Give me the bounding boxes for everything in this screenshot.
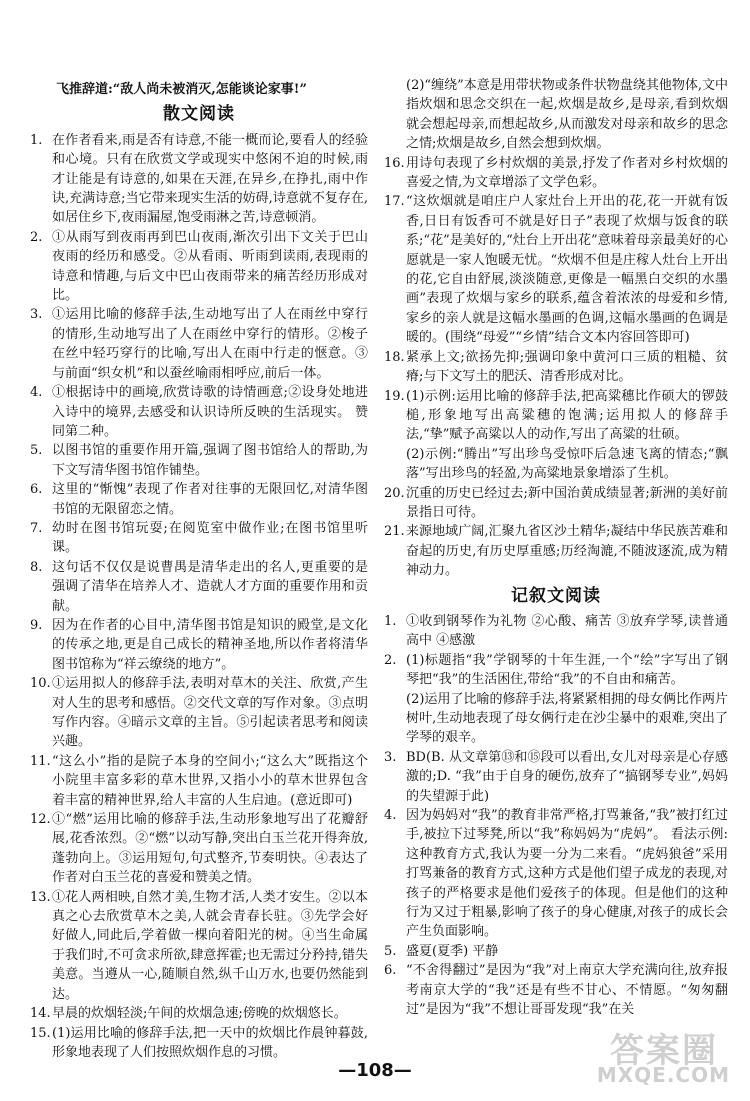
answer-item — [30, 810, 368, 888]
answer-item — [384, 961, 728, 1019]
answer-text: (2)“缠绕”本意是用带状物或条件状物盘绕其他物体,文中指炊烟和思念交织在一起,炊烟是故乡,是母亲,看到炊烟就会想起母亲,而想起故乡,从而激发对母亲和故乡的思念之情;炊烟是故乡,自然会想到炊烟。 — [406, 78, 728, 152]
answer-item — [384, 154, 728, 193]
answer-text: 以图书馆的重要作用开篇,强调了图书馆给人的帮助,为下文写清华图书馆作铺垫。 — [52, 443, 368, 478]
answer-text: 因为在作者的心目中,清华图书馆是知识的殿堂,是文化的传承之地,更是自己成长的精神圣地,所以作者将清华图书馆称为“祥云缭绕的地方”。 — [52, 617, 368, 672]
answer-item — [384, 76, 728, 154]
answer-text: 幼时在图书馆玩耍;在阅览室中做作业;在图书馆里听课。 — [52, 520, 368, 556]
answer-item — [30, 305, 368, 383]
answer-number: 4. — [384, 808, 397, 824]
answer-number: 20. — [384, 485, 405, 501]
answer-text: 用诗句表现了乡村炊烟的美景,抒发了作者对乡村炊烟的喜爱之情,为文章增添了文学色彩。 — [406, 155, 728, 191]
answer-item — [30, 1004, 368, 1023]
answer-text: ①“燃”运用比喻的修辞手法,生动形象地写出了花瓣舒展,花香浓烈。②“燃”以动写静,突出白玉兰花开得奔放,蓬勃向上。③运用短句,句式整齐,节奏明快。④表达了作者对白玉兰花的喜爱和赞美之情。 — [52, 812, 368, 886]
answer-item — [384, 942, 728, 961]
answer-item — [384, 387, 728, 445]
answer-text: ①运用拟人的修辞手法,表明对草木的关注、欣赏,产生对人生的思考和感悟。②交代文章的写作对象。③点明写作内容。④暗示文章的主旨。⑤引起读者思考和阅读兴趣。 — [52, 676, 368, 750]
answer-item — [384, 690, 728, 748]
answer-number: 13. — [30, 889, 51, 905]
answer-number — [384, 76, 406, 154]
answer-text: 在作者看来,雨是否有诗意,不能一概而论,要看人的经验和心境。只有在欣赏文学或现实中悠闲不迫的时候,雨才让能是有诗意的,如果在天涯,在异乡,在挣扎,雨中作诀,充满诗意;当它带来现实生活的妨碍,诗意就不复存在,如居住乡下,夜雨漏屋,饱受雨淋之苦,诗意顿消。 — [52, 132, 368, 226]
answer-item — [384, 192, 728, 347]
answer-item — [384, 348, 728, 387]
answer-number: 6. — [384, 963, 397, 979]
answer-text: 因为妈妈对“我”的教育非常严格,打骂兼备,“我”被打红过手,被拉下过琴凳,所以“我”称妈妈为“虎妈”。 看法示例:这种教育方式,我认为要一分为二来看。“虎妈狼爸”采用打骂兼备的教育方式,这种方式是他们望子成龙的表现,对孩子的严格要求是他们爱孩子的体现。但是他们的这种行为又过于粗暴,影响了孩子的身心健康,对孩子的成长会产生负面影响。 — [406, 808, 728, 940]
left-column — [30, 80, 368, 1062]
answer-item — [30, 558, 368, 616]
page-number: —108— — [338, 1060, 412, 1081]
answer-number: 4. — [30, 385, 43, 401]
answer-list-right-prose — [384, 76, 728, 581]
answer-item — [30, 131, 368, 228]
answer-text: (2)示例:“腾出”写出珍鸟受惊吓后急速飞离的情态;“飘落”写出珍鸟的轻盈,为高粱地景象增添了生机。 — [406, 446, 728, 482]
answer-list-left — [30, 131, 368, 1063]
answer-text: ①收到钢琴作为礼物 ②心酸、痛苦 ③放弃学琴,读普通高中 ④感激 — [406, 613, 728, 649]
answer-number: 14. — [30, 1006, 51, 1022]
answer-number: 9. — [30, 617, 43, 633]
answer-number: 8. — [30, 559, 43, 575]
answer-number: 17. — [384, 194, 405, 210]
answer-number: 12. — [30, 812, 51, 828]
answer-number: 19. — [384, 388, 405, 404]
answer-number — [384, 445, 406, 484]
answer-list-right-narrative — [384, 612, 728, 1020]
answer-number: 21. — [384, 524, 405, 540]
right-column — [384, 76, 728, 1020]
answer-number: 3. — [384, 749, 397, 765]
answer-item — [384, 806, 728, 942]
answer-number: 6. — [30, 482, 43, 498]
answer-item — [384, 612, 728, 651]
answer-text: (1)标题指“我”学钢琴的十年生涯,一个“绘”字写出了钢琴把“我”的生活困住,带给“我”的不自由和痛苦。 — [406, 652, 728, 688]
answer-text: (1)示例:运用比喻的修辞手法,把高粱穗比作硕大的锣鼓槌,形象地写出高粱穗的饱满;运用拟人的修辞手法,“挚”赋予高粱以人的动作,写出了高粱的壮硕。 — [406, 388, 728, 443]
answer-text: 盛夏(夏季) 平静 — [406, 943, 499, 959]
answer-number: 2. — [384, 652, 397, 668]
answer-number: 16. — [384, 155, 405, 171]
answer-text: ①从雨写到夜雨再到巴山夜雨,渐次引出下文关于巴山夜雨的经历和感受。②从看雨、听雨到读雨,表现雨的诗意和情趣,与后文中巴山夜雨带来的痛苦经历形成对比。 — [52, 229, 368, 304]
answer-item — [384, 748, 728, 806]
answer-item — [384, 651, 728, 690]
answer-number: 11. — [30, 753, 51, 769]
section-title-prose: 散文阅读 — [163, 104, 235, 125]
answer-text: ①运用比喻的修辞手法,生动地写出了人在雨丝中穿行的情形,生动地写出了人在雨丝中穿行的情形。②梭子在丝中轻巧穿行的比喻,写出人在雨中行走的惬意。③与前面“织女机”和以蚕丝喻雨相呼应,前后一体。 — [52, 307, 368, 381]
answer-item — [30, 383, 368, 441]
answer-number — [384, 690, 406, 748]
watermark-text: 答案圈 — [610, 1031, 718, 1071]
answer-number: 1. — [384, 613, 397, 629]
answer-item — [30, 1024, 368, 1063]
answer-number: 5. — [30, 443, 43, 459]
answer-number: 15. — [30, 1025, 51, 1041]
top-line: 飞推辞道:“敌人尚未被消灭,怎能谈论家事!” — [56, 82, 307, 97]
answer-number: 18. — [384, 349, 405, 365]
answer-text: 来源地域广阔,汇聚九省区沙土精华;凝结中华民族苦难和奋起的历史,有历史厚重感;历经淘漉,不随波逐流,成为精神动力。 — [406, 524, 728, 579]
watermark-url: MXQE.COM — [596, 1063, 730, 1087]
answer-text: ①根据诗中的画境,欣赏诗歌的诗情画意;②设身处地进入诗中的境界,去感受和认识诗所反映的生活现实。 赞同第二种。 — [52, 385, 368, 439]
answer-item — [30, 228, 368, 306]
answer-number: 5. — [384, 943, 397, 959]
answer-text: “这么小”指的是院子本身的空间小;“这么大”既指这个小院里丰富多彩的草木世界,又指小小的草木世界包含着丰富的精神世界,给人丰富的人生启迪。(意近即可) — [52, 753, 368, 808]
answer-number: 7. — [30, 520, 43, 536]
answer-number: 2. — [30, 229, 43, 245]
answer-number: 3. — [30, 307, 43, 323]
answer-text: BD(B. 从文章第⑬和⑮段可以看出,女儿对母亲是心存感激的;D. “我”由于自身的硬伤,放弃了“搞钢琴专业”,妈妈的失望源于此) — [406, 749, 728, 804]
answer-text: “这炊烟就是咱庄户人家灶台上开出的花,花一开就有饭香,日日有饭香可不就是好日子”表现了炊烟与饭食的联系;“花”是美好的,“灶台上开出花”意味着母亲最美好的心愿就是一家人饱暖无忧。“炊烟不但是庄稼人灶台上开出的花,它自由舒展,淡淡随意,更像是一幅黑白交织的水墨画”表现了炊烟与家乡的联系,蕴含着浓浓的母爱和乡情,家乡的亲人就是这幅水墨画的色调,这幅水墨画的色调是暖的。(围绕“母爱”“乡情”结合文本内容回答即可) — [406, 194, 728, 346]
answer-item — [30, 519, 368, 558]
answer-text: “不舍得翻过”是因为“我”对上南京大学充满向往,放弃报考南京大学的“我”还是有些不甘心、不情愿。“匆匆翻过”是因为“我”不想让哥哥发现“我”在关 — [406, 963, 728, 1018]
answer-item — [384, 522, 728, 580]
answer-item — [30, 441, 368, 480]
answer-text: 这句话不仅仅是说曹禺是清华走出的名人,更重要的是强调了清华在培养人才、造就人才方面的重要作用和贡献。 — [52, 559, 368, 614]
answer-item — [30, 480, 368, 519]
section-title-narrative: 记叙文阅读 — [511, 585, 601, 606]
answer-item — [30, 752, 368, 810]
answer-item — [384, 484, 728, 523]
answer-item — [30, 888, 368, 1004]
answer-text: (2)运用了比喻的修辞手法,将紧紧相拥的母女俩比作两片树叶,生动地表现了母女俩行走在沙尘暴中的艰难,突出了学琴的艰辛。 — [406, 691, 728, 746]
answer-item — [30, 616, 368, 674]
answer-text: 沉重的历史已经过去;新中国治黄成绩显著;新洲的美好前景指日可待。 — [406, 485, 728, 520]
answer-text: ①花人两相映,自然才美,生物才活,人类才安生。②以本真之心去欣赏草木之美,人就会青春长驻。③先学会好好做人,同此后,学着做一棵向着阳光的树。④当生命属于我们时,不可贪求所欲,肆意挥霍;也无需过分矜持,错失美意。当遵从一心,随顺自然,纵千山万水,也要仍然能到达。 — [52, 889, 368, 1002]
answer-item — [30, 674, 368, 752]
answer-text: 这里的“惭愧”表现了作者对往事的无限回忆,对清华图书馆的无限留恋之情。 — [52, 482, 368, 517]
answer-number: 10. — [30, 676, 51, 692]
answer-number: 1. — [30, 132, 43, 148]
answer-text: 早晨的炊烟轻淡;午间的炊烟急速;傍晚的炊烟悠长。 — [52, 1006, 347, 1022]
answer-item — [384, 445, 728, 484]
watermark-logo — [596, 1021, 736, 1093]
answer-text: (1)运用比喻的修辞手法,把一天中的炊烟比作晨钟暮鼓,形象地表现了人们按照炊烟作息的习惯。 — [52, 1025, 368, 1060]
answer-text: 紧承上文;欲扬先抑;强调印象中黄河口三质的粗糙、贫瘠;与下文写土的肥沃、清香形成对比。 — [406, 349, 728, 385]
